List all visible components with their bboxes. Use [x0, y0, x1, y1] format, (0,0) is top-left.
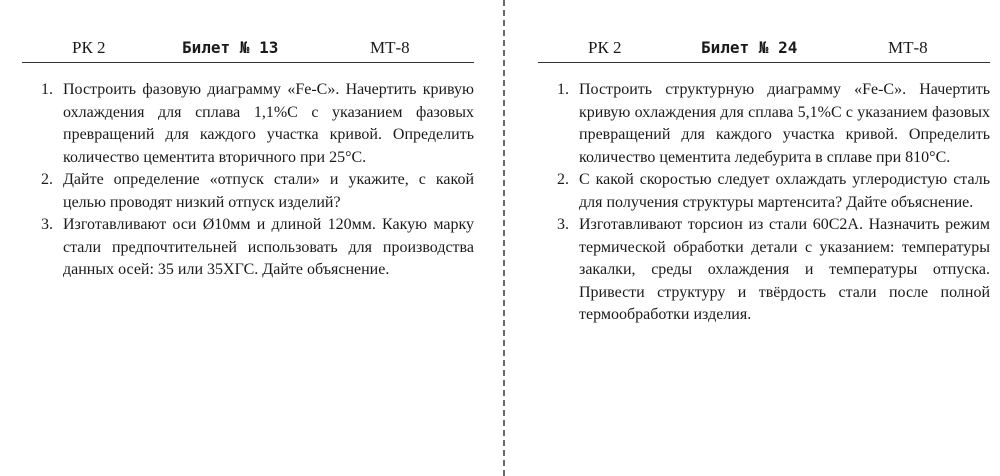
question-list	[22, 79, 474, 282]
question-item: Изготавливают торсион из стали 60С2А. Назначить режим термической обработки детали с указанием: температуры закалки, среды охлаждения и температуры отпуска. Привести структуру и твёрдость стали после полной термообработки изделия.	[579, 216, 990, 323]
ticket-13	[22, 36, 474, 282]
cut-line-divider	[503, 0, 505, 476]
ticket-24	[538, 36, 990, 327]
question-item: Дайте определение «отпуск стали» и укажите, с какой целью проводят низкий отпуск изделий?	[63, 171, 474, 211]
course-code: РК 2	[588, 38, 622, 57]
ticket-header	[538, 36, 990, 63]
ticket-title: Билет № 24	[701, 38, 798, 57]
question-item: С какой скоростью следует охлаждать углеродистую сталь для получения структуры мартенсита? Дайте объяснение.	[579, 171, 990, 211]
question-item: Построить структурную диаграмму «Fe-C». Начертить кривую охлаждения для сплава 5,1%С с указанием фазовых превращений для каждого участка кривой. Определить количество цементита ледебурита в сплаве при 810°С.	[579, 81, 990, 166]
ticket-header	[22, 36, 474, 63]
ticket-title: Билет № 13	[182, 38, 279, 57]
course-code: РК 2	[72, 38, 106, 57]
group-code: МТ-8	[370, 38, 410, 57]
question-list	[538, 79, 990, 327]
group-code: МТ-8	[888, 38, 928, 57]
question-item: Изготавливают оси Ø10мм и длиной 120мм. Какую марку стали предпочтительней использовать для производства данных осей: 35 или 35ХГС. Дайте объяснение.	[63, 216, 474, 278]
question-item: Построить фазовую диаграмму «Fe-C». Начертить кривую охлаждения для сплава 1,1%С с указанием фазовых превращений для каждого участка кривой. Определить количество цементита вторичного при 25°С.	[63, 81, 474, 166]
